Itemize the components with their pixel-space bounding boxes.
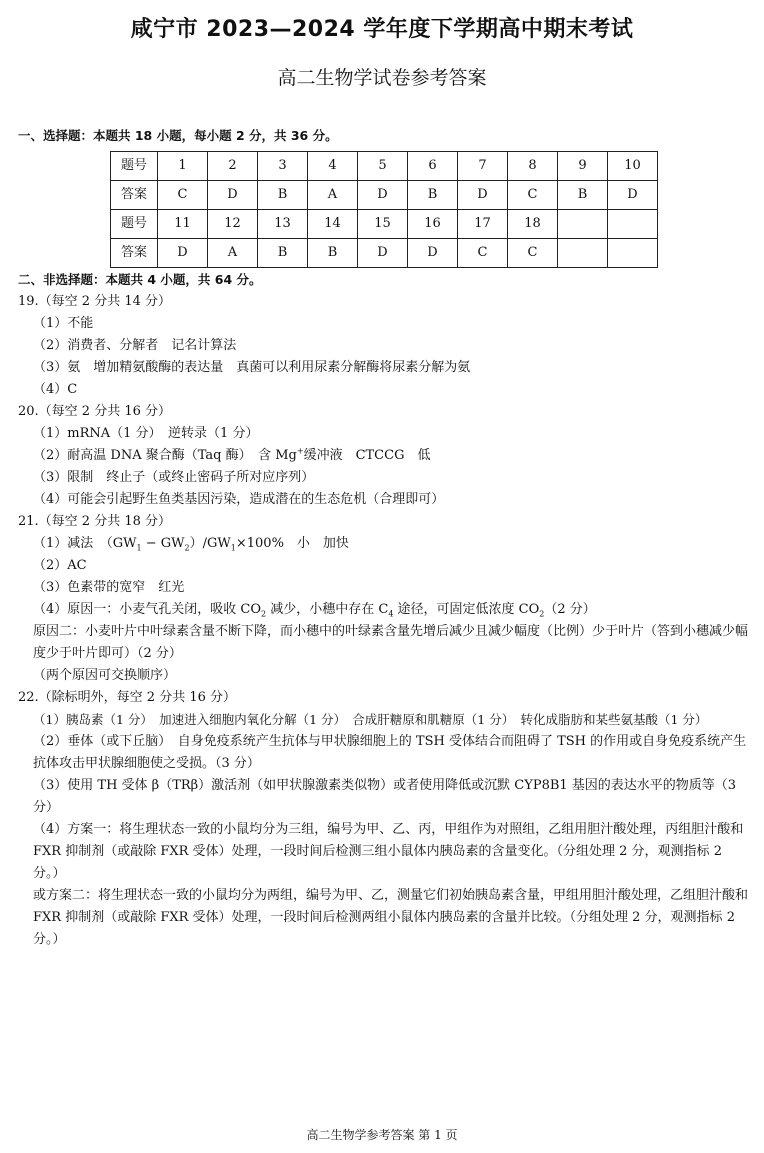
q20-answer-4: （4）可能会引起野生鱼类基因污染，造成潜在的生态危机（合理即可） <box>33 492 445 507</box>
q19-header: 19.（每空 2 分共 14 分） <box>18 294 172 309</box>
answers-body <box>18 269 750 951</box>
page-title: 咸宁市 2023—2024 学年度下学期高中期末考试 <box>130 17 634 42</box>
q19-answer-1: （1）不能 <box>33 316 94 331</box>
table-cell: B <box>308 239 358 268</box>
row-label: 答案 <box>111 181 158 210</box>
table-cell: D <box>158 239 208 268</box>
table-cell: 4 <box>308 152 358 181</box>
table-cell: 6 <box>408 152 458 181</box>
table-cell: 5 <box>358 152 408 181</box>
q21-note: （两个原因可交换顺序） <box>33 668 177 683</box>
table-cell: 18 <box>508 210 558 239</box>
table-cell: 13 <box>258 210 308 239</box>
q19-answer-3: （3）氨 增加精氨酸酶的表达量 真菌可以利用尿素分解酶将尿素分解为氨 <box>33 360 471 375</box>
table-cell: 3 <box>258 152 308 181</box>
table-cell: 11 <box>158 210 208 239</box>
table-cell: C <box>458 239 508 268</box>
row-label: 题号 <box>111 210 158 239</box>
table-cell: B <box>558 181 608 210</box>
q22-answer-2: （2）垂体（或下丘脑） 自身免疫系统产生抗体与甲状腺细胞上的 TSH 受体结合而阻碍了 TSH 的作用或自身免疫系统产生抗体攻击甲状腺细胞使之受损。（3 分） <box>33 734 747 771</box>
table-cell: B <box>408 181 458 210</box>
section-1-heading: 一、选择题：本题共 18 小题，每小题 2 分，共 36 分。 <box>18 128 338 143</box>
section-2-heading: 二、非选择题：本题共 4 小题，共 64 分。 <box>18 272 262 287</box>
page-subtitle: 高二生物学试卷参考答案 <box>277 67 487 89</box>
row-label: 题号 <box>111 152 158 181</box>
table-cell: 14 <box>308 210 358 239</box>
table-cell: D <box>358 239 408 268</box>
table-cell: B <box>258 181 308 210</box>
table-row <box>111 181 658 210</box>
table-row <box>111 152 658 181</box>
table-cell: D <box>358 181 408 210</box>
q22-answer-3: （3）使用 TH 受体 β（TRβ）激活剂（如甲状腺激素类似物）或者使用降低或沉默 CYP8B1 基因的表达水平的物质等（3 分） <box>33 778 737 815</box>
table-cell <box>608 239 658 268</box>
table-cell <box>558 239 608 268</box>
table-cell: 9 <box>558 152 608 181</box>
table-cell: A <box>208 239 258 268</box>
q19-answer-4: （4）C <box>33 382 78 397</box>
q22-header: 22.（除标明外，每空 2 分共 16 分） <box>18 690 237 705</box>
q22-answer-4: （4）方案一：将生理状态一致的小鼠均分为三组，编号为甲、乙、丙，甲组作为对照组，乙组用胆汁酸处理，丙组胆汁酸和 FXR 抑制剂（或敲除 FXR 受体）处理，一段时间后检测三组小鼠体内胰岛素的含量变化。（分组处理 2 分，观测指标 2 分。） <box>33 822 744 881</box>
table-cell: 12 <box>208 210 258 239</box>
q21-answer-2: （2）AC <box>33 558 87 573</box>
table-cell: 10 <box>608 152 658 181</box>
table-cell <box>558 210 608 239</box>
q19-answer-2: （2）消费者、分解者 记名计算法 <box>33 338 237 353</box>
row-label: 答案 <box>111 239 158 268</box>
q21-answer-1: （1）减法 $(GW_1 - GW_2)/GW_1\times 100\%$ 小 加快 <box>33 536 349 553</box>
table-cell: A <box>308 181 358 210</box>
q20-header: 20.（每空 2 分共 16 分） <box>18 404 172 419</box>
q21-reason-2: 原因二：小麦叶片中叶绿素含量不断下降，而小穗中的叶绿素含量先增后减少且减少幅度（比例）少于叶片（答到小穗减少幅度少于叶片即可）（2 分） <box>33 624 749 661</box>
q21-header: 21.（每空 2 分共 18 分） <box>18 514 172 529</box>
table-cell: D <box>408 239 458 268</box>
page-footer: 高二生物学参考答案 第 1 页 <box>306 1128 458 1142</box>
table-cell: 15 <box>358 210 408 239</box>
table-cell: 17 <box>458 210 508 239</box>
table-cell <box>608 210 658 239</box>
table-cell: D <box>608 181 658 210</box>
table-cell: C <box>508 239 558 268</box>
q20-answer-3: （3）限制 终止子（或终止密码子所对应序列） <box>33 470 315 485</box>
table-row <box>111 210 658 239</box>
table-cell: 8 <box>508 152 558 181</box>
table-cell: 1 <box>158 152 208 181</box>
table-cell: C <box>158 181 208 210</box>
q20-answer-2: （2）耐高温 DNA 聚合酶（Taq 酶） 含 Mg+缓冲液 CTCCG 低 <box>33 446 431 463</box>
table-cell: D <box>458 181 508 210</box>
table-row <box>111 239 658 268</box>
q21-answer-4: （4）原因一：小麦气孔关闭，吸收 $CO_2$ 减少，小穗中存在 $C_4$ 途径，可固定低浓度 $CO_2(2$ 分） <box>33 602 596 619</box>
q22-answer-4-alt: 或方案二：将生理状态一致的小鼠均分为两组，编号为甲、乙，测量它们初始胰岛素含量，甲组用胆汁酸处理，乙组胆汁酸和 FXR 抑制剂（或敲除 FXR 受体）处理，一段时间后检测两组小鼠体内胰岛素的含量并比较。（分组处理 2 分，观测指标 2 分。） <box>33 888 749 947</box>
table-cell: C <box>508 181 558 210</box>
q22-answer-1: （1）胰岛素（1 分） 加速进入细胞内氧化分解（1 分） 合成肝糖原和肌糖原（1 分） 转化成脂肪和某些氨基酸（1 分） <box>33 712 708 727</box>
answer-table <box>110 151 658 268</box>
table-cell: D <box>208 181 258 210</box>
table-cell: 2 <box>208 152 258 181</box>
table-cell: B <box>258 239 308 268</box>
table-cell: 16 <box>408 210 458 239</box>
table-cell: 7 <box>458 152 508 181</box>
q21-answer-3: （3）色素带的宽窄 红光 <box>33 580 185 595</box>
q20-answer-1: （1）mRNA（1 分） 逆转录（1 分） <box>33 426 259 441</box>
